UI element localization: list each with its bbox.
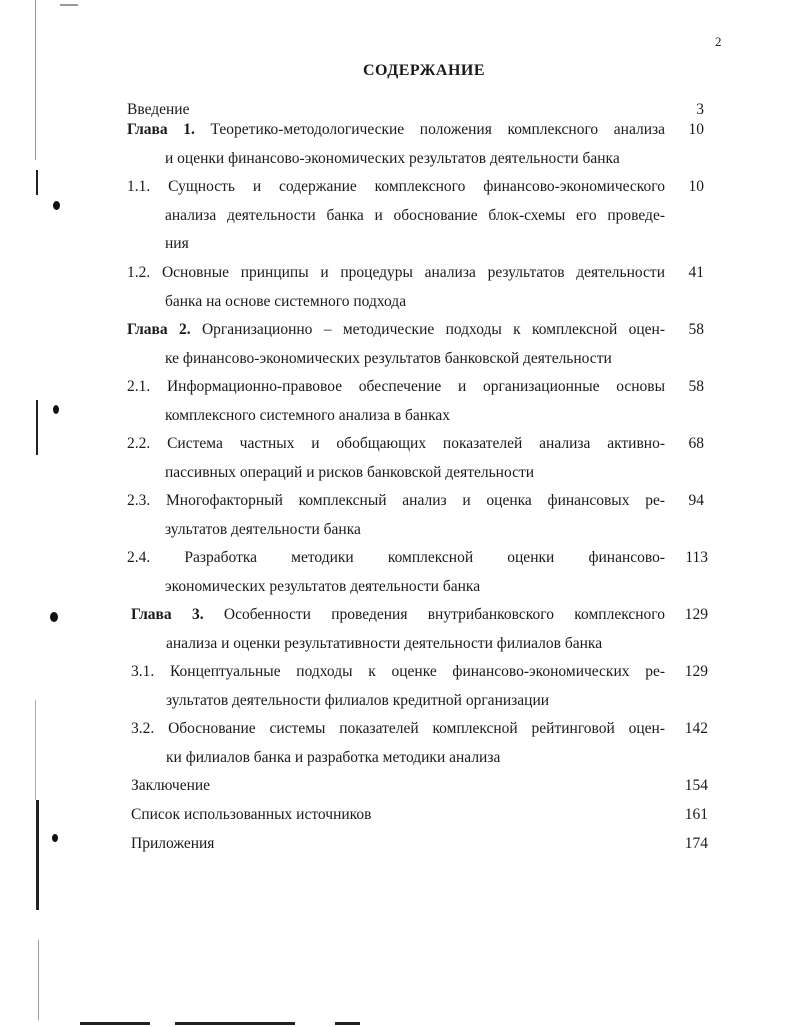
scan-edge-line: [35, 700, 36, 800]
scan-speck: [53, 201, 60, 210]
entry-page: 58: [688, 378, 704, 395]
entry-text: Информационно-правовое обеспечение и организационные основы: [166, 378, 666, 395]
entry-text: Особенности проведения внутрибанковского комплексного: [223, 606, 665, 623]
scan-speck: [53, 405, 59, 414]
entry-page: 129: [684, 663, 708, 680]
entry-text-continuation: анализа и оценки результативности деятельности филиалов банка: [166, 634, 603, 652]
entry-text: Обоснование системы показателей комплексной рейтинговой оцен-: [168, 720, 666, 737]
toc-entry-2-2[interactable]: [127, 430, 665, 487]
entry-page: 3: [696, 101, 704, 118]
entry-text: Разработка методики комплексной оценки финансово-: [184, 549, 666, 566]
toc-entry-conclusion[interactable]: [131, 772, 631, 801]
entry-page: 94: [688, 492, 704, 509]
toc-entry-chapter-3[interactable]: [131, 601, 665, 658]
entry-page: 68: [688, 435, 704, 452]
toc-entry-2-4[interactable]: [127, 544, 665, 601]
scan-bottom-line: [175, 1022, 295, 1025]
entry-page: 174: [684, 835, 708, 852]
entry-text: Концептуальные подходы к оценке финансово-экономических ре-: [169, 663, 666, 680]
toc-entry-appendices[interactable]: [131, 830, 631, 859]
entry-text-continuation: ния: [165, 235, 189, 252]
entry-text: Теоретико-методологические положения комплексного анализа: [210, 121, 666, 138]
entry-page: 129: [684, 606, 708, 623]
entry-text-continuation: экономических результатов деятельности банка: [165, 577, 481, 595]
toc-entry-3-2[interactable]: [131, 715, 665, 772]
toc-entry-2-1[interactable]: [127, 373, 665, 430]
entry-text-continuation: и оценки финансово-экономических результатов деятельности банка: [165, 149, 620, 167]
entry-text-continuation: комплексного системного анализа в банках: [165, 406, 451, 424]
entry-page: 142: [684, 720, 708, 737]
entry-text-continuation: зультатов деятельности банка: [165, 520, 361, 538]
scan-edge-line: [36, 170, 38, 195]
entry-page: 41: [688, 264, 704, 281]
section-number: 1.1.: [127, 178, 151, 195]
entry-page: 161: [684, 806, 708, 823]
scan-edge-line: [36, 400, 38, 455]
toc-entry-chapter-2[interactable]: [127, 316, 665, 373]
entry-text: Заключение: [131, 777, 211, 794]
entry-page: 10: [688, 178, 704, 195]
scan-bottom-line: [80, 1022, 150, 1025]
section-number: 3.2.: [131, 720, 155, 737]
scan-top-mark: [60, 4, 78, 6]
entry-text-continuation: ке финансово-экономических результатов банковской деятельности: [165, 349, 612, 367]
entry-text: Список использованных источников: [131, 806, 372, 823]
section-number: 2.1.: [127, 378, 151, 395]
entry-text: Многофакторный комплексный анализ и оценка финансовых ре-: [166, 492, 666, 509]
entry-text: Основные принципы и процедуры анализа результатов деятельности: [161, 264, 665, 281]
page-number: 2: [715, 34, 722, 49]
entry-page: 154: [684, 777, 708, 794]
section-number: 1.2.: [127, 264, 151, 281]
scan-speck: [50, 612, 58, 622]
chapter-label: Глава 1.: [127, 121, 195, 138]
section-number: 2.2.: [127, 435, 151, 452]
entry-text-continuation: зультатов деятельности филиалов кредитной организации: [166, 691, 550, 709]
toc-title: СОДЕРЖАНИЕ: [362, 62, 486, 79]
toc-entry-1-2[interactable]: [127, 259, 665, 316]
scan-edge-line: [38, 940, 39, 1020]
entry-page: 113: [685, 549, 708, 566]
toc-entry-references[interactable]: [131, 801, 631, 830]
entry-text-continuation: пассивных операций и рисков банковской деятельности: [165, 463, 535, 481]
entry-text: Сущность и содержание комплексного финансово-экономического: [168, 178, 665, 195]
chapter-label: Глава 2.: [127, 321, 191, 338]
toc-entry-chapter-1[interactable]: [127, 116, 665, 173]
entry-text-continuation: банка на основе системного подхода: [165, 292, 407, 310]
section-number: 2.3.: [127, 492, 151, 509]
section-number: 2.4.: [127, 549, 151, 566]
entry-text: Введение: [127, 101, 190, 118]
scan-edge-line: [36, 800, 39, 910]
scan-edge-line: [35, 0, 36, 160]
entry-text: Система частных и обобщающих показателей анализа активно-: [167, 435, 666, 452]
entry-page: 10: [688, 121, 704, 138]
chapter-label: Глава 3.: [131, 606, 204, 623]
entry-page: 58: [688, 321, 704, 338]
entry-text-continuation: анализа деятельности банка и обоснование блок-схемы его проведе-: [165, 206, 665, 224]
toc-entry-2-3[interactable]: [127, 487, 665, 544]
entry-text: Организационно – методические подходы к комплексной оцен-: [201, 321, 666, 338]
toc-entry-3-1[interactable]: [131, 658, 665, 715]
section-number: 3.1.: [131, 663, 155, 680]
scan-speck: [52, 834, 58, 842]
entry-text: Приложения: [131, 835, 215, 852]
toc-entry-1-1[interactable]: [127, 173, 665, 259]
scan-bottom-line: [335, 1022, 360, 1025]
entry-text-continuation: ки филиалов банка и разработка методики анализа: [166, 748, 501, 766]
